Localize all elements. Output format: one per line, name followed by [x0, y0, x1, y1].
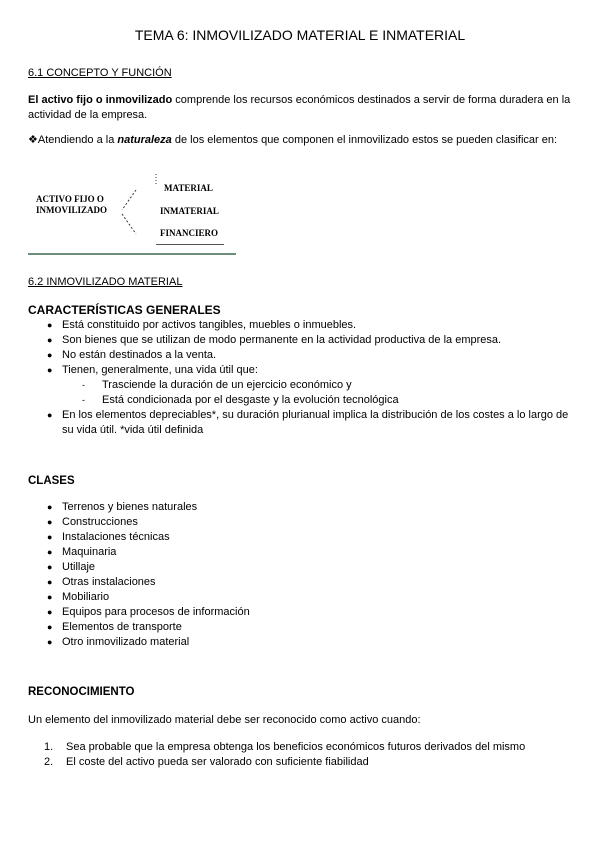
reconocimiento-heading: RECONOCIMIENTO [28, 686, 135, 698]
document-title: TEMA 6: INMOVILIZADO MATERIAL E INMATERIAL [134, 27, 466, 43]
branch-up [122, 190, 136, 210]
reconocimiento-intro: Un elemento del inmovilizado material debe ser reconocido como activo cuando: [28, 714, 421, 726]
list-item-text: Sea probable que la empresa obtenga los beneficios económicos futuros derivados del mismo [66, 741, 526, 753]
list-item-text: Tienen, generalmente, una vida útil que: [62, 364, 258, 376]
diagram-baseline [28, 253, 236, 255]
list-item: ● Terrenos y bienes naturales [28, 500, 576, 515]
section-heading-inmovilizado-material: 6.2 INMOVILIZADO MATERIAL [28, 276, 183, 288]
list-item: ● Elementos de transporte [28, 620, 576, 635]
section-heading-concepto: 6.1 CONCEPTO Y FUNCIÓN [28, 67, 172, 79]
naturaleza-pre: ❖Atendiendo a la [28, 134, 118, 146]
list-number: 2. [44, 756, 54, 768]
list-item: ● En los elementos depreciables*, su duración plurianual implica la distribución de los costes a lo largo de su vida útil. *vida útil definida [28, 408, 576, 438]
sublist-item: - Trasciende la duración de un ejercicio económico y [62, 378, 576, 393]
list-item: ● Otro inmovilizado material [28, 635, 576, 650]
list-item: ● Construcciones [28, 515, 576, 530]
list-item: ● Son bienes que se utilizan de modo permanente en la actividad productiva de la empresa. [28, 333, 576, 348]
definition-term: El activo fijo o inmovilizado [28, 94, 173, 106]
paragraph-naturaleza [28, 133, 573, 148]
list-item: ● Equipos para procesos de información [28, 605, 576, 620]
definition-text: comprende los recursos económicos destinados a servir de forma duradera en la actividad de la empresa. [28, 94, 571, 121]
list-item [28, 755, 576, 770]
sublist-item: - Está condicionada por el desgaste y la evolución tecnológica [62, 393, 576, 408]
list-item: ● Maquinaria [28, 545, 576, 560]
list-item: ● Utillaje [28, 560, 576, 575]
list-item: ● Está constituido por activos tangibles, muebles o inmuebles. [28, 318, 576, 333]
list-item: ● Instalaciones técnicas [28, 530, 576, 545]
list-item: ● No están destinados a la venta. [28, 348, 576, 363]
list-item: ● Otras instalaciones [28, 575, 576, 590]
clases-heading: CLASES [28, 475, 75, 487]
diagram-item-financiero: FINANCIERO [160, 228, 219, 238]
diagram-item-inmaterial: INMATERIAL [160, 206, 219, 216]
paragraph-definition [28, 93, 573, 123]
reconocimiento-list [28, 740, 576, 770]
list-item: ● Mobiliario [28, 590, 576, 605]
classification-diagram [28, 172, 240, 260]
caracteristicas-list [28, 318, 576, 438]
list-item [28, 363, 576, 408]
vida-util-sublist [62, 378, 576, 408]
caracteristicas-heading: CARACTERÍSTICAS GENERALES [28, 303, 221, 317]
clases-list [28, 500, 576, 650]
naturaleza-term: naturaleza [117, 134, 172, 146]
branch-down [122, 214, 136, 234]
diagram-item-material: MATERIAL [164, 183, 213, 193]
diagram-root-label: ACTIVO FIJO O INMOVILIZADO [36, 194, 108, 215]
list-item [28, 740, 576, 755]
list-number: 1. [44, 741, 54, 753]
diagram-underline [156, 244, 224, 245]
naturaleza-post: de los elementos que componen el inmovilizado estos se pueden clasificar en: [171, 134, 558, 146]
list-item-text: El coste del activo pueda ser valorado con suficiente fiabilidad [66, 756, 369, 768]
